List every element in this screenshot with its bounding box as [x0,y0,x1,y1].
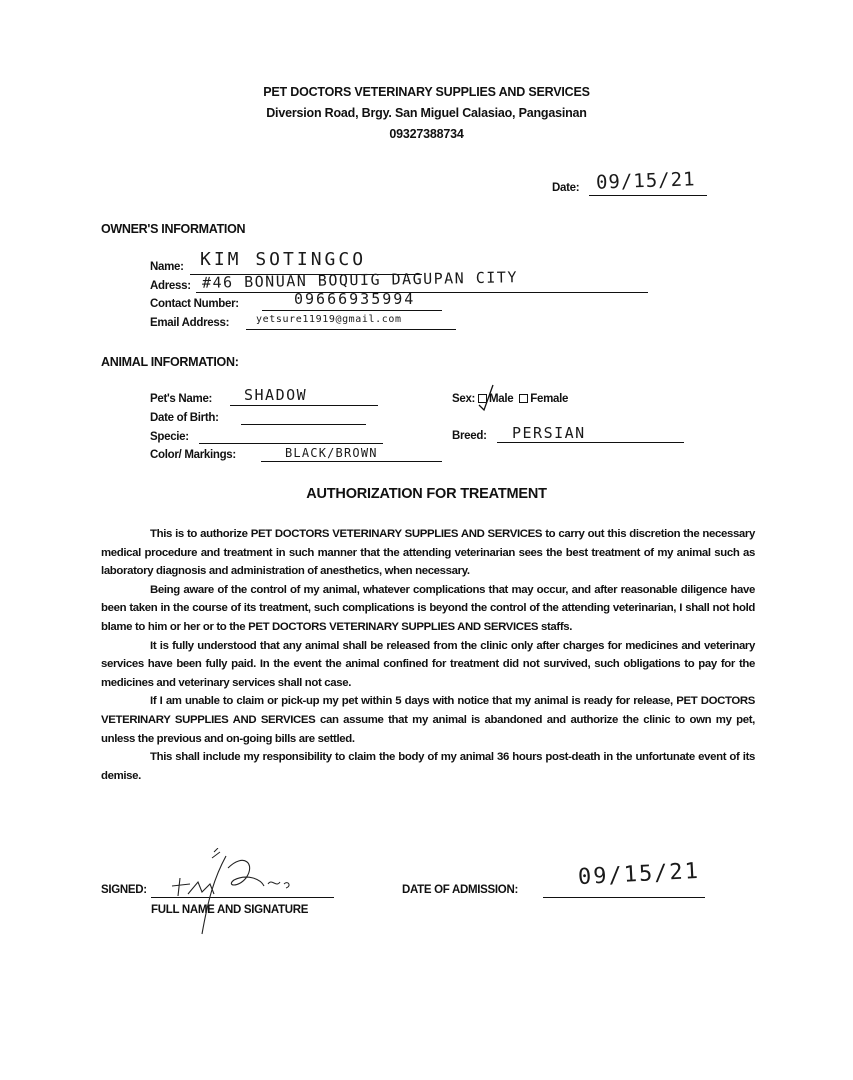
female-label: Female [530,393,569,405]
animal-heading: ANIMAL INFORMATION: [101,355,239,369]
owner-address-label: Adress: [150,280,191,292]
specie-line [199,443,383,444]
breed-value: PERSIAN [512,424,586,442]
color-value: BLACK/BROWN [285,446,378,460]
admission-label: DATE OF ADMISSION: [402,884,518,896]
owner-contact-value: 09666935994 [294,290,416,308]
authorization-paragraph: This shall include my responsibility to claim the body of my animal 36 hours post-death in the unfortunate event of its demise. [101,751,755,782]
owner-email-value: yetsure11919@gmail.com [256,314,402,325]
owner-email-line [246,329,456,330]
signed-label: SIGNED: [101,884,147,896]
color-label: Color/ Markings: [150,449,236,461]
pet-name-line [230,405,378,406]
authorization-title: AUTHORIZATION FOR TREATMENT [306,486,547,502]
owner-heading: OWNER'S INFORMATION [101,222,246,236]
authorization-paragraph: If I am unable to claim or pick-up my pet within 5 days with notice that my animal is ready for release, PET DOCTORS VETERINARY SUPPLIES AND SERVICES can assume that my animal is abandoned and authorize the clinic to own my pet, unless the previous and on-going bills are settled. [101,695,755,745]
date-label: Date: [552,182,580,194]
breed-line [497,442,684,443]
authorization-paragraph: This is to authorize PET DOCTORS VETERINARY SUPPLIES AND SERVICES to carry out this discretion the necessary medical procedure and treatment in such manner that the attending veterinarian sees the best treatment of my animal such as laboratory diagnosis and administration of anesthetics, when necessary. [101,528,755,578]
owner-name-label: Name: [150,261,184,273]
date-value: 09/15/21 [595,168,696,194]
authorization-paragraph: It is fully understood that any animal shall be released from the clinic only after charges for medicines and veterinary services have been fully paid. In the event the animal confined for treatment did not survived, such obligations to pay for the medicines and veterinary services shall not case. [101,639,755,689]
owner-name-value: KIM SOTINGCO [200,249,367,270]
owner-address-value: #46 BONUAN BOQUIG DAGUPAN CITY [201,268,519,292]
admission-value: 09/15/21 [577,858,701,891]
female-checkbox [519,394,528,403]
male-label: Male [489,393,514,405]
signature-scribble [168,848,298,938]
owner-email-label: Email Address: [150,317,230,329]
date-line [589,195,707,196]
pet-name-value: SHADOW [244,386,308,404]
owner-contact-label: Contact Number: [150,298,239,310]
owner-contact-line [262,310,442,311]
pet-name-label: Pet's Name: [150,393,213,405]
company-address: Diversion Road, Brgy. San Miguel Calasiao, Pangasinan [266,106,587,120]
company-phone: 09327388734 [389,127,464,141]
dob-line [241,424,366,425]
specie-label: Specie: [150,431,189,443]
male-check-mark [476,383,496,413]
dob-label: Date of Birth: [150,412,219,424]
signature-caption: FULL NAME AND SIGNATURE [151,904,309,916]
authorization-paragraph: Being aware of the control of my animal, whatever complications that may occur, and after reasonable diligence have been taken in the course of its treatment, such complications is beyond the control of the attending veterinarian, I shall not hold blame to him or her or to the PET DOCTORS VETERINARY SUPPLIES AND SERVICES staffs. [101,583,755,633]
company-name: PET DOCTORS VETERINARY SUPPLIES AND SERVICES [263,85,590,99]
sex-label [452,393,568,405]
admission-line [543,897,705,898]
color-line [261,461,442,462]
owner-address-line [196,292,648,293]
authorization-body [101,525,755,785]
sex-label-text: Sex: [452,393,476,405]
breed-label: Breed: [452,430,487,442]
